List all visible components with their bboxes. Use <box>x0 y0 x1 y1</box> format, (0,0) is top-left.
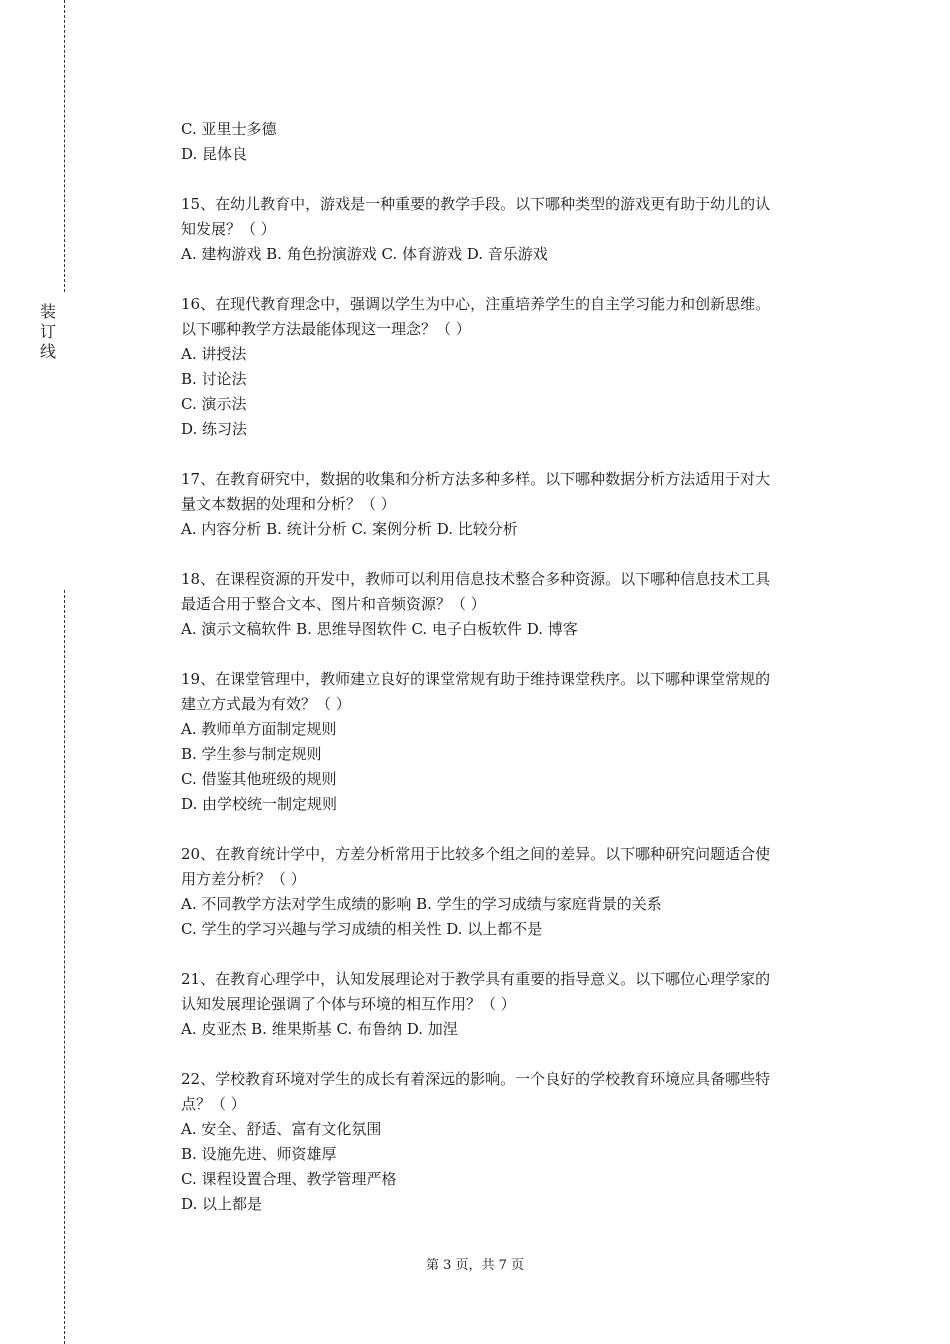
option-line: B. 讨论法 <box>181 370 247 388</box>
option-line: C. 亚里士多德 <box>181 120 277 138</box>
question-stem: 16、在现代教育理念中，强调以学生为中心，注重培养学生的自主学习能力和创新思维。 <box>181 295 771 313</box>
question-16 <box>181 292 841 442</box>
binding-label <box>38 302 58 362</box>
question-stem: 20、在教育统计学中，方差分析常用于比较多个组之间的差异。以下哪种研究问题适合使 <box>181 845 771 863</box>
question-stem: 认知发展理论强调了个体与环境的相互作用？（ ） <box>181 995 516 1013</box>
binding-dashed-line-top <box>64 0 65 292</box>
option-line: A. 内容分析 B. 统计分析 C. 案例分析 D. 比较分析 <box>181 520 518 538</box>
question-19 <box>181 667 841 817</box>
option-line: C. 借鉴其他班级的规则 <box>181 770 337 788</box>
option-line: D. 由学校统一制定规则 <box>181 795 338 813</box>
option-line: A. 演示文稿软件 B. 思维导图软件 C. 电子白板软件 D. 博客 <box>181 620 578 638</box>
option-line: A. 安全、舒适、富有文化氛围 <box>181 1120 382 1138</box>
option-line: D. 昆体良 <box>181 145 248 163</box>
option-line: D. 以上都是 <box>181 1195 263 1213</box>
option-line: A. 讲授法 <box>181 345 247 363</box>
question-stem: 最适合用于整合文本、图片和音频资源？（ ） <box>181 595 486 613</box>
option-line: A. 教师单方面制定规则 <box>181 720 337 738</box>
option-line: D. 练习法 <box>181 420 248 438</box>
question-21 <box>181 967 841 1042</box>
question-stem: 建立方式最为有效？（ ） <box>181 695 351 713</box>
binding-dashed-line-bottom <box>64 590 65 1344</box>
question-stem: 知发展？（ ） <box>181 220 276 238</box>
binding-char: 线 <box>39 342 56 361</box>
exam-content <box>181 117 841 1217</box>
question-stem: 15、在幼儿教育中，游戏是一种重要的教学手段。以下哪种类型的游戏更有助于幼儿的认 <box>181 195 771 213</box>
binding-char: 装 <box>39 302 56 321</box>
question-15 <box>181 192 841 267</box>
question-stem: 量文本数据的处理和分析？（ ） <box>181 495 396 513</box>
option-line: C. 学生的学习兴趣与学习成绩的相关性 D. 以上都不是 <box>181 920 543 938</box>
previous-question-options <box>181 117 841 167</box>
question-stem: 以下哪种教学方法最能体现这一理念？（ ） <box>181 320 471 338</box>
option-line: A. 皮亚杰 B. 维果斯基 C. 布鲁纳 D. 加涅 <box>181 1020 458 1038</box>
question-17 <box>181 467 841 542</box>
option-line: B. 设施先进、师资雄厚 <box>181 1145 337 1163</box>
binding-char: 订 <box>39 322 56 341</box>
question-stem: 21、在教育心理学中，认知发展理论对于教学具有重要的指导意义。以下哪位心理学家的 <box>181 970 771 988</box>
question-22 <box>181 1067 841 1217</box>
question-20 <box>181 842 841 942</box>
option-line: B. 学生参与制定规则 <box>181 745 322 763</box>
option-line: A. 不同教学方法对学生成绩的影响 B. 学生的学习成绩与家庭背景的关系 <box>181 895 662 913</box>
option-line: C. 课程设置合理、教学管理严格 <box>181 1170 397 1188</box>
question-stem: 19、在课堂管理中，教师建立良好的课堂常规有助于维持课堂秩序。以下哪种课堂常规的 <box>181 670 771 688</box>
option-line: A. 建构游戏 B. 角色扮演游戏 C. 体育游戏 D. 音乐游戏 <box>181 245 548 263</box>
question-stem: 22、学校教育环境对学生的成长有着深远的影响。一个良好的学校教育环境应具备哪些特 <box>181 1070 771 1088</box>
question-stem: 用方差分析？（ ） <box>181 870 306 888</box>
question-stem: 18、在课程资源的开发中，教师可以利用信息技术整合多种资源。以下哪种信息技术工具 <box>181 570 771 588</box>
page-number-footer: 第 3 页，共 7 页 <box>425 1258 525 1273</box>
option-line: C. 演示法 <box>181 395 247 413</box>
question-stem: 点？（ ） <box>181 1095 246 1113</box>
question-stem: 17、在教育研究中，数据的收集和分析方法多种多样。以下哪种数据分析方法适用于对大 <box>181 470 771 488</box>
question-18 <box>181 567 841 642</box>
